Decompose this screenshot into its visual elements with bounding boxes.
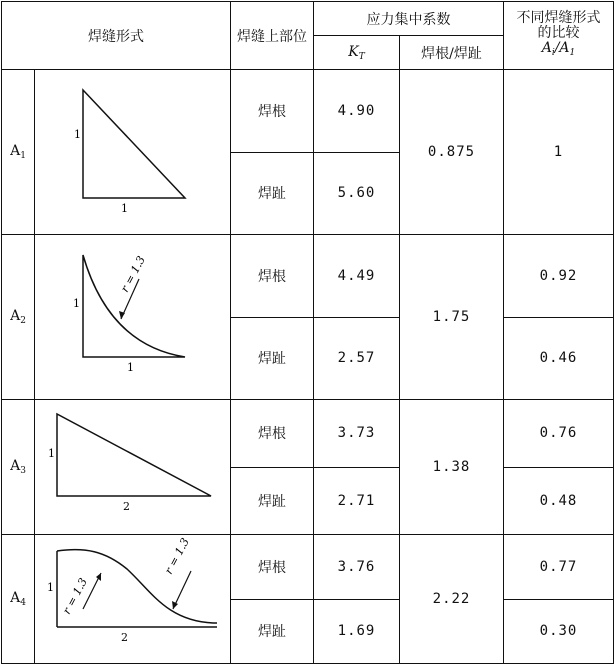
radius-arrowhead-a4-2 — [172, 601, 178, 609]
root-label-a3: 焊根 — [231, 400, 314, 468]
kt-toe-a2: 2.57 — [314, 317, 400, 400]
compare-root-a3: 0.76 — [504, 400, 614, 468]
ratio-a4: 2.22 — [400, 535, 504, 664]
side-label-a4: 1 — [47, 581, 54, 594]
header-compare-line1: 不同焊缝形式 — [516, 9, 601, 26]
bottom-label-a4: 2 — [121, 631, 128, 644]
kt-root-a1: 4.90 — [314, 70, 400, 153]
kt-toe-a4: 1.69 — [314, 599, 400, 664]
radius-arrowhead-a4-1 — [96, 573, 101, 581]
toe-label-a3: 焊趾 — [231, 467, 314, 535]
row-id-a4: $A_4$ — [2, 535, 35, 664]
compare-toe-a2: 0.46 — [504, 317, 614, 400]
toe-label-a4: 焊趾 — [231, 599, 314, 664]
row-id-a3: $A_3$ — [2, 400, 35, 535]
root-label-a2: 焊根 — [231, 235, 314, 318]
header-compare — [504, 2, 614, 70]
toe-label-a1: 焊趾 — [231, 152, 314, 235]
compare-toe-a4: 0.30 — [504, 599, 614, 664]
kt-root-a4: 3.76 — [314, 535, 400, 600]
radius-label-a2: r = 1.3 — [118, 253, 148, 295]
radius-label-a4-2: r = 1.3 — [162, 535, 192, 577]
figure-a2 — [35, 235, 231, 400]
triangle-a1 — [83, 90, 185, 198]
ratio-a3: 1.38 — [400, 400, 504, 535]
weld-comparison-table — [1, 1, 614, 664]
root-label-a1: 焊根 — [231, 70, 314, 153]
figure-a3 — [35, 400, 231, 535]
side-label-a2: 1 — [73, 297, 80, 310]
row-id-a2: $A_2$ — [2, 235, 35, 400]
row-id-a1: $A_1$ — [2, 70, 35, 235]
compare-root-a4: 0.77 — [504, 535, 614, 600]
bottom-label-a3: 2 — [123, 500, 130, 513]
figure-a4 — [35, 535, 231, 664]
kt-root-a3: 3.73 — [314, 400, 400, 468]
kt-toe-a3: 2.71 — [314, 467, 400, 535]
bottom-label-a1: 1 — [121, 202, 128, 215]
side-label-a3: 1 — [48, 447, 55, 460]
ratio-a2: 1.75 — [400, 235, 504, 400]
radius-label-a4-1: r = 1.3 — [60, 575, 90, 617]
bottom-label-a2: 1 — [127, 361, 134, 374]
triangle-a3 — [57, 414, 211, 496]
kt-toe-a1: 5.60 — [314, 152, 400, 235]
triangle-a1-drawing — [35, 70, 231, 234]
header-kt: $K_T$ — [314, 36, 400, 70]
triangle-a3-drawing — [35, 400, 231, 534]
concave-a2-drawing — [35, 235, 231, 399]
compare-root-a2: 0.92 — [504, 235, 614, 318]
toe-label-a2: 焊趾 — [231, 317, 314, 400]
header-weld-form: 焊缝形式 — [2, 2, 231, 70]
compare-a1: 1 — [504, 70, 614, 235]
header-compare-line2: 的比较 — [537, 24, 580, 41]
kt-root-a2: 4.49 — [314, 235, 400, 318]
header-stress-factor: 应力集中系数 — [314, 2, 504, 36]
header-compare-line3: $A_i/A_1$ — [541, 39, 576, 58]
compare-toe-a3: 0.48 — [504, 467, 614, 535]
header-location: 焊缝上部位 — [231, 2, 314, 70]
header-ratio: 焊根/焊趾 — [400, 36, 504, 70]
ratio-a1: 0.875 — [400, 70, 504, 235]
s-curve-a4-drawing — [35, 535, 231, 663]
figure-a1 — [35, 70, 231, 235]
root-label-a4: 焊根 — [231, 535, 314, 600]
side-label-a1: 1 — [74, 128, 81, 141]
